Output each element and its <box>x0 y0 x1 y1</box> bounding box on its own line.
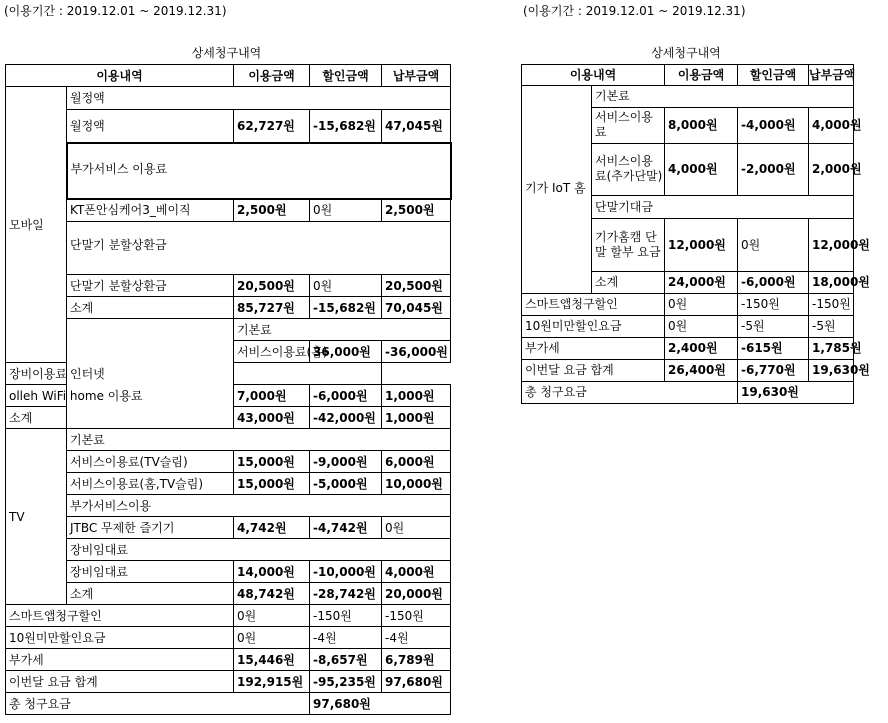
table-row <box>6 319 451 341</box>
grand-total-row <box>522 381 854 403</box>
table-row <box>6 297 451 319</box>
discount-amount: 0원 <box>738 218 809 271</box>
table-row <box>6 561 451 583</box>
table-row <box>6 517 451 539</box>
discount-amount: -4,000원 <box>738 107 809 143</box>
usage-amount: 14,000원 <box>234 561 310 583</box>
col-header-item: 이용내역 <box>522 65 665 86</box>
table-row <box>522 293 854 315</box>
table-row <box>522 85 854 107</box>
discount-amount: -6,000원 <box>310 385 382 407</box>
subheader-basic: 기본료 <box>67 429 451 451</box>
discount-amount: -95,235원 <box>310 671 382 693</box>
usage-amount: 85,727원 <box>234 297 310 319</box>
header-row <box>522 65 854 86</box>
item-name: olleh WiFi home 이용료 <box>6 385 67 407</box>
col-header-payment: 납부금액 <box>382 65 451 87</box>
subheader-installment: 단말기 분할상환금 <box>67 222 451 275</box>
payment-amount: 12,000원 <box>809 218 854 271</box>
table-row <box>6 143 451 199</box>
usage-amount: 43,000원 <box>234 407 310 429</box>
payment-amount: 1,785원 <box>809 337 854 359</box>
table-row <box>6 649 451 671</box>
discount-amount: -4원 <box>310 627 382 649</box>
usage-amount: 4,000원 <box>665 143 738 195</box>
usage-amount: 15,446원 <box>234 649 310 671</box>
grand-total-amount: 97,680원 <box>310 693 451 715</box>
item-name: 소계 <box>67 297 234 319</box>
item-name: 단말기 분할상환금 <box>67 275 234 297</box>
usage-amount: 20,500원 <box>234 275 310 297</box>
payment-amount: 18,000원 <box>809 271 854 293</box>
discount-amount: -4,742원 <box>310 517 382 539</box>
usage-amount: 4,742원 <box>234 517 310 539</box>
item-name: 월정액 <box>67 110 234 143</box>
usage-amount: 8,000원 <box>665 107 738 143</box>
item-name: 10원미만할인요금 <box>522 315 665 337</box>
discount-amount: -9,000원 <box>310 451 382 473</box>
subheader-rental: 장비임대료 <box>67 539 451 561</box>
discount-amount: -36,000원 <box>382 341 451 363</box>
usage-amount: 2,400원 <box>665 337 738 359</box>
category-tv: TV <box>6 429 67 605</box>
payment-amount: 6,000원 <box>382 451 451 473</box>
discount-amount: -5원 <box>738 315 809 337</box>
item-name: 장비임대료 <box>67 561 234 583</box>
payment-amount: 70,045원 <box>382 297 451 319</box>
header-row <box>6 65 451 87</box>
payment-amount: -4원 <box>382 627 451 649</box>
col-header-usage: 이용금액 <box>665 65 738 86</box>
subheader-basic: 기본료 <box>234 319 451 341</box>
payment-amount: 2,500원 <box>382 199 451 222</box>
payment-amount: -5원 <box>809 315 854 337</box>
grand-total-amount: 19,630원 <box>738 381 854 403</box>
col-header-discount: 할인금액 <box>738 65 809 86</box>
item-name: 서비스이용료(추가단말) <box>592 143 665 195</box>
table-row <box>6 110 451 143</box>
table-row <box>6 495 451 517</box>
payment-amount: 2,000원 <box>809 143 854 195</box>
usage-amount: 12,000원 <box>665 218 738 271</box>
col-header-discount: 할인금액 <box>310 65 382 87</box>
grand-total-row <box>6 693 451 715</box>
discount-amount: -150원 <box>738 293 809 315</box>
payment-amount: 1,000원 <box>382 407 451 429</box>
usage-amount: 26,400원 <box>665 359 738 381</box>
subheader-equipment: 장비이용료 <box>6 363 382 385</box>
item-name: 스마트앱청구할인 <box>6 605 234 627</box>
discount-amount: -15,682원 <box>310 297 382 319</box>
usage-amount: 2,500원 <box>234 199 310 222</box>
payment-amount: 20,000원 <box>382 583 451 605</box>
table-row <box>522 315 854 337</box>
payment-amount: 10,000원 <box>382 473 451 495</box>
payment-amount: 47,045원 <box>382 110 451 143</box>
table-row <box>6 222 451 275</box>
table-row <box>6 583 451 605</box>
right-billing-body <box>521 85 870 404</box>
item-name: 서비스이용료 <box>592 107 665 143</box>
usage-amount: 7,000원 <box>234 385 310 407</box>
table-row <box>6 275 451 297</box>
usage-amount: 0원 <box>234 605 310 627</box>
item-name: 소계 <box>67 583 234 605</box>
table-row <box>6 87 451 110</box>
item-name: 이번달 요금 합계 <box>6 671 234 693</box>
usage-amount: 0원 <box>665 315 738 337</box>
item-name: 서비스이용료(홈) <box>234 341 310 363</box>
payment-amount: -150원 <box>382 605 451 627</box>
discount-amount: 0원 <box>310 199 382 222</box>
payment-amount: 1,000원 <box>382 385 451 407</box>
item-name: 부가세 <box>522 337 665 359</box>
payment-amount: 4,000원 <box>809 107 854 143</box>
discount-amount: -5,000원 <box>310 473 382 495</box>
payment-amount: 97,680원 <box>382 671 451 693</box>
usage-amount: 0원 <box>665 293 738 315</box>
grand-total-label: 총 청구요금 <box>6 693 310 715</box>
col-header-item: 이용내역 <box>6 65 234 87</box>
usage-amount: 192,915원 <box>234 671 310 693</box>
discount-amount: -8,657원 <box>310 649 382 671</box>
discount-amount: -10,000원 <box>310 561 382 583</box>
right-statement-title: 상세청구내역 <box>651 46 721 60</box>
item-name: 이번달 요금 합계 <box>522 359 665 381</box>
discount-amount: -6,000원 <box>738 271 809 293</box>
item-name: KT폰안심케어3_베이직 <box>67 199 234 222</box>
payment-amount: 4,000원 <box>382 561 451 583</box>
table-row <box>522 337 854 359</box>
item-name: 스마트앱청구할인 <box>522 293 665 315</box>
item-name: JTBC 무제한 즐기기 <box>67 517 234 539</box>
usage-amount: 62,727원 <box>234 110 310 143</box>
item-name: 소계 <box>592 271 665 293</box>
grand-total-label: 총 청구요금 <box>522 381 738 403</box>
left-billing-table <box>5 64 451 715</box>
discount-amount: -150원 <box>310 605 382 627</box>
usage-amount: 36,000원 <box>310 341 382 363</box>
usage-amount: 15,000원 <box>234 451 310 473</box>
payment-amount: 20,500원 <box>382 275 451 297</box>
category-mobile: 모바일 <box>6 87 67 363</box>
table-row <box>6 473 451 495</box>
table-row <box>6 671 451 693</box>
payment-amount: 0원 <box>382 517 451 539</box>
discount-amount: -615원 <box>738 337 809 359</box>
discount-amount: -28,742원 <box>310 583 382 605</box>
usage-amount: 48,742원 <box>234 583 310 605</box>
discount-amount: -6,770원 <box>738 359 809 381</box>
col-header-usage: 이용금액 <box>234 65 310 87</box>
payment-amount: -150원 <box>809 293 854 315</box>
subheader-device: 단말기대금 <box>592 195 854 218</box>
discount-amount: -2,000원 <box>738 143 809 195</box>
table-row <box>522 359 854 381</box>
subheader-monthly: 월정액 <box>67 87 451 110</box>
usage-amount: 24,000원 <box>665 271 738 293</box>
item-name: 서비스이용료(홈,TV슬림) <box>67 473 234 495</box>
payment-amount: 6,789원 <box>382 649 451 671</box>
category-giga-iot-home: 기가 IoT 홈 <box>522 85 592 293</box>
item-name: 10원미만할인요금 <box>6 627 234 649</box>
usage-amount: 15,000원 <box>234 473 310 495</box>
table-row <box>6 539 451 561</box>
discount-amount: -42,000원 <box>310 407 382 429</box>
usage-amount: 0원 <box>234 627 310 649</box>
item-name: 기가홈캠 단말 할부 요금 <box>592 218 665 271</box>
right-billing-table <box>521 64 854 86</box>
item-name: 부가세 <box>6 649 234 671</box>
left-statement-title: 상세청구내역 <box>191 46 262 60</box>
subheader-addon: 부가서비스이용 <box>67 495 451 517</box>
table-row <box>6 429 451 451</box>
discount-amount: -15,682원 <box>310 110 382 143</box>
table-row <box>6 627 451 649</box>
subheader-basic: 기본료 <box>592 85 854 107</box>
subheader-addon-selected[interactable]: 부가서비스 이용료 <box>67 143 451 199</box>
table-row <box>6 451 451 473</box>
item-name: 서비스이용료(TV슬림) <box>67 451 234 473</box>
table-row <box>6 199 451 222</box>
item-name: 소계 <box>6 407 67 429</box>
right-usage-period: (이용기간 : 2019.12.01 ~ 2019.12.31) <box>523 4 746 18</box>
left-usage-period: (이용기간 : 2019.12.01 ~ 2019.12.31) <box>4 4 227 18</box>
discount-amount: 0원 <box>310 275 382 297</box>
table-row <box>6 605 451 627</box>
payment-amount: 19,630원 <box>809 359 854 381</box>
col-header-payment: 납부금액 <box>809 65 854 86</box>
category-internet: 인터넷 <box>67 319 234 429</box>
